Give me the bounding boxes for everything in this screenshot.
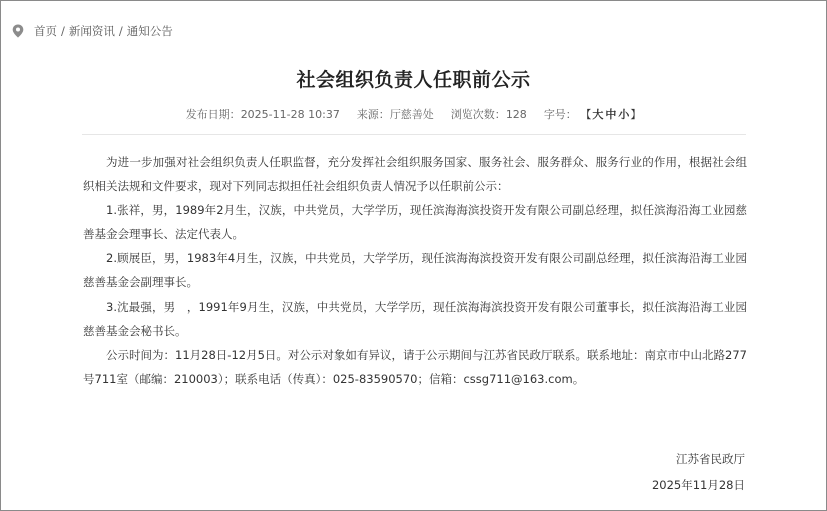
candidate-paragraph-1: 1.张祥，男，1989年2月生，汉族，中共党员，大学学历，现任滨海海滨投资开发有限公司副总经理，拟任滨海沿海工业园慈善基金会理事长、法定代表人。	[83, 203, 747, 242]
article-body	[83, 150, 747, 391]
font-size-selector	[580, 108, 641, 121]
font-size-medium[interactable]: 中	[605, 108, 617, 121]
view-count-value: 128	[505, 108, 527, 121]
publish-date-label: 发布日期：	[185, 108, 241, 121]
font-size-small[interactable]: 小	[618, 108, 630, 121]
source-value: 厅慈善处	[389, 108, 434, 121]
contact-paragraph: 公示时间为：11月28日-12月5日。对公示对象如有异议，请于公示期间与江苏省民政厅联系。联系地址：南京市中山北路277号711室（邮编：210003）；联系电话（传真）：025-83590570；信箱：cssg711@163.com。	[83, 347, 747, 386]
location-pin-icon	[12, 24, 24, 38]
breadcrumb-home[interactable]: 首页	[34, 24, 57, 38]
candidate-paragraph-2: 2.顾展臣，男，1983年4月生，汉族，中共党员，大学学历，现任滨海海滨投资开发有限公司副总经理，拟任滨海沿海工业园慈善基金会副理事长。	[83, 251, 747, 290]
font-size-bracket-close: 】	[630, 108, 642, 121]
breadcrumb-separator: /	[61, 24, 65, 38]
article-title: 社会组织负责人任职前公示	[296, 69, 531, 91]
view-count-label: 浏览次数：	[450, 108, 506, 121]
signature-organization: 江苏省民政厅	[676, 452, 745, 466]
font-size-label: 字号：	[543, 108, 577, 121]
signature-date: 2025年11月28日	[651, 478, 745, 492]
publish-date-value: 2025-11-28 10:37	[240, 108, 340, 121]
candidate-paragraph-3: 3.沈最强，男 ，1991年9月生，汉族，中共党员，大学学历，现任滨海海滨投资开发有限公司董事长，拟任滨海沿海工业园慈善基金会秘书长。	[83, 299, 747, 338]
font-size-large[interactable]: 大	[592, 108, 604, 121]
title-divider	[82, 134, 746, 135]
breadcrumb-notices[interactable]: 通知公告	[126, 24, 173, 38]
breadcrumb-separator: /	[118, 24, 123, 38]
breadcrumb	[12, 21, 173, 41]
breadcrumb-news[interactable]: 新闻资讯	[68, 24, 115, 38]
font-size-bracket-open: 【	[580, 108, 592, 121]
intro-paragraph: 为进一步加强对社会组织负责人任职监督，充分发挥社会组织服务国家、服务社会、服务群众、服务行业的作用，根据社会组织相关法规和文件要求，现对下列同志拟担任社会组织负责人情况予以任职前公示：	[83, 155, 747, 194]
article-meta	[0, 106, 827, 122]
source-label: 来源：	[356, 108, 390, 121]
